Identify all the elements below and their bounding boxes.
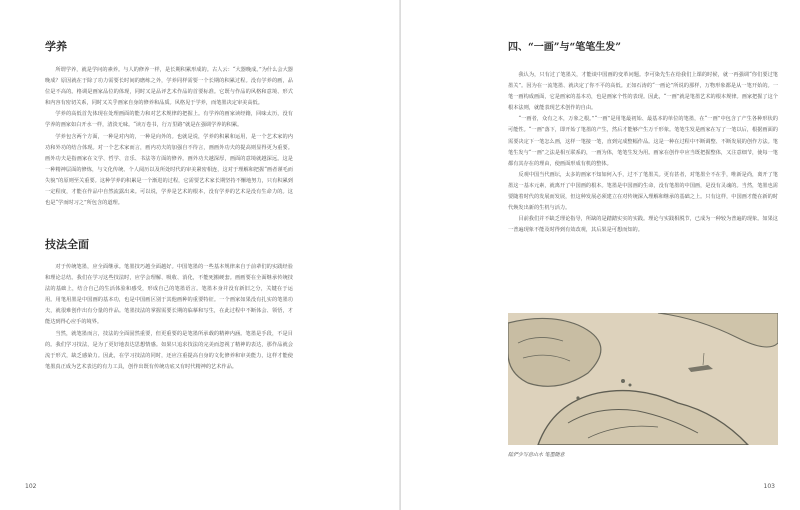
- section-body: [45, 262, 293, 437]
- page-number: 103: [763, 483, 775, 490]
- paragraph: 学养的高低首先体现在处理画面的能力和对艺术规律的把握上。有学养的画家读经籍，回味太历，没有学养的画家如白开水一样，清淡无味。“读万卷书，行万里路”就是在强调学养的积累。: [45, 111, 293, 129]
- paragraph: 我认为，只有过了笔墨关，才能谈中国画的变革问题。李可染先生在给我们上课的时候，就一再强调“你们要过笔墨关”。因为在一流笔墨、就决定了你不平的高低。正如石涛的“一画论”所说的那样，万物形象都是从一笔开始的。一笔一画构成画面，它是画家的基本功，也是画家个性的表现。因此，“一画”就是笔墨艺术的根本规律。画家把握了这个根本法则，就能表现艺术创作的自由。: [508, 72, 778, 112]
- paragraph: 当然，就笔墨而言，技法的全面固然重要，但更重要的是笔墨所承载的精神内涵。笔墨是手段，不是目的。我们学习技法，是为了更好地表达思想情感。如果只追求技法的完美而忽视了精神的表达，那作品就会流于形式，缺乏感染力。因此，在学习技法的同时，还应注重提高自身的文化修养和审美能力，这样才能使笔墨真正成为艺术表达的有力工具，创作出既有传统功底又有时代精神的艺术作品。: [45, 330, 293, 370]
- section-heading: 技法全面: [45, 238, 89, 251]
- section-body: [45, 65, 293, 230]
- section-heading: 四、“一画”与“笔笔生发”: [508, 42, 622, 53]
- landscape-painting: [508, 313, 778, 445]
- page-number: 102: [25, 483, 37, 490]
- figure-caption: 陆俨少写意山水 笔墨随意: [508, 452, 565, 458]
- paragraph: 目前我们并不缺乏理论指导，所缺的是踏踏实实的实践。理论与实践相脱节，已成为一种较为普遍的现象。如果这一普遍现象不能及时得到有效改观，其后果是可想而知的。: [508, 216, 778, 234]
- paragraph: “一画者，众有之本，万象之根。”“一画”是用笔最初始、最基本的单位的笔墨，在“一画”中包含了产生各种形状的可能性。“一画”落下，即开始了笔墨的产生，然后才能够产生万千形象。笔笔生发是画家在写了一笔以后，根据画面的需要决定下一笔怎么画，这样一笔接一笔，直到完成整幅作品。这是一种在过程中不断调整、不断发展的创作方法。笔笔生发与“一画”之法是相互联系的，一画为体，笔笔生发为用。画家在创作中应当既把握整体，又注意细节，使每一笔都有其存在的理由，使画面形成有机的整体。: [508, 116, 778, 167]
- landscape-painting-image: [508, 313, 778, 445]
- left-page: [0, 0, 399, 510]
- right-page: [401, 0, 800, 510]
- paragraph: 对于传统笔墨，应全面继承。笔墨技巧越全面越好。中国笔墨的一些基本规律来自于前辈们的实践经验和理论总结。我们在学习这些技法时，应学会理解、吸收、消化，不能死搬硬套。画画要在全面继承传统技法的基础上，结合自己的生活体验和感受，形成自己的笔墨语言。笔墨本身并没有新旧之分，关键在于运用。用笔用墨是中国画的基本功，也是中国画区别于其他画种的重要特征。一个画家如果没有扎实的笔墨功夫，就很难创作出有分量的作品。笔墨技法的掌握需要长期的临摹和写生，在此过程中不断体会、领悟，才能达到得心应手的境界。: [45, 264, 293, 326]
- section-heading: 学养: [45, 40, 67, 53]
- paragraph: 学养包含两个方面，一种是对内的，一种是向外的。也就是说，学养的积累和运用，是一个艺术家的内功和外功的结合体现。对一个艺术家而言，画内功夫的加强自不待言，画画外功夫的提高则显得更为重要。画外功夫是指画家在文学、哲学、音乐、书法等方面的修养。画外功夫越深厚，画面的意境就越深远。这是一种精神层面的修炼，与文化传统、个人阅历以及所处时代的审美紧密相连，这对于理解和把握“画者谨毛而失貌”的原则至关重要。这种学养的积累是一个渐进的过程，它需要艺术家长期坚持不懈地努力，只有积累到一定程度，才能在作品中自然流露出来。可以说，学养是艺术的根本，没有学养的艺术是没有生命力的。这也是“学而时习之”所包含的道理。: [45, 133, 293, 207]
- paragraph: 反观中国当代画坛，太多的画家不知如何入手，过不了笔墨关。更有甚者，对笔墨全不在乎，唯新是尚，离开了笔墨这一基本元素，就离开了中国画的根本。笔墨是中国画的生命，没有笔墨的中国画，是没有灵魂的。当然，笔墨也需要随着时代的发展而发展，但这种发展必须建立在对传统深入理解和继承的基础之上。只有这样，中国画才能在新的时代焕发出新的生机与活力。: [508, 171, 778, 212]
- paragraph: 所谓学养，就是学问的素养。与人的修养一样，是长期积累形成的。古人云：“大器晚成。”为什么会大器晚成？原因就在于除了功力需要长时间的磨练之外，学养同样需要一个长期的积累过程。没有学养的画，品位是不高的。格调是画家品位的体现，同时又是品评艺术作品的首要标准。它既与作品的风格和意境、形式和内容有密切关系，同时又关乎画家自身的修养和品质。风格见于学养，而笔墨决定审美高低。: [45, 67, 293, 107]
- section-body: [508, 70, 778, 298]
